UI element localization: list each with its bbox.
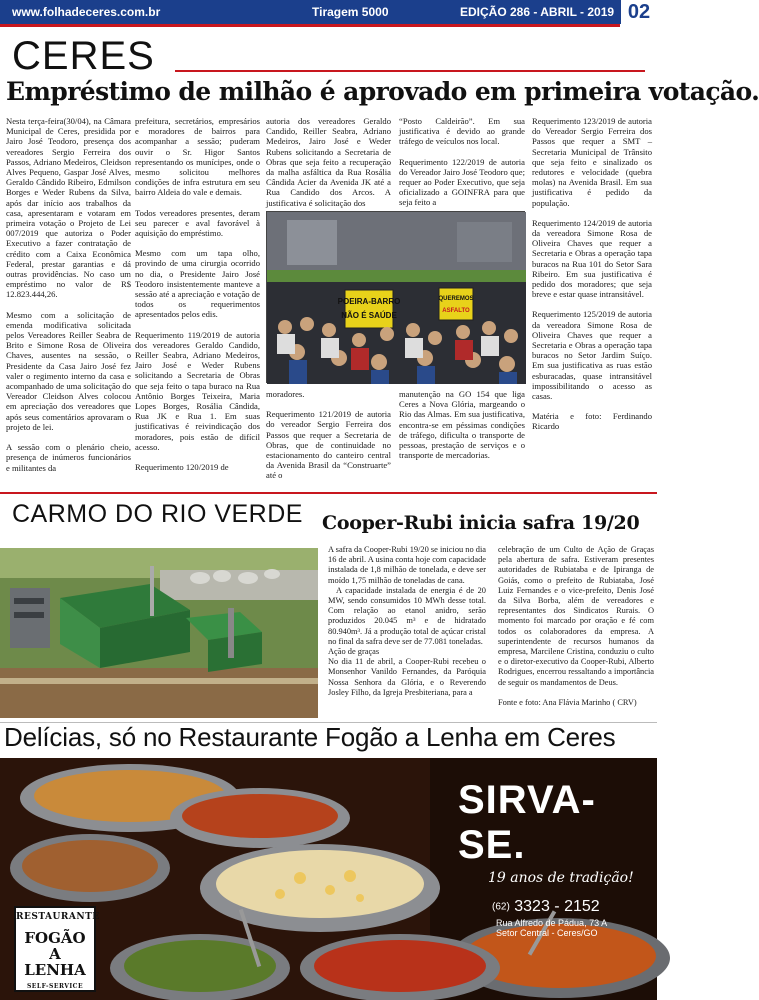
banner-text: POEIRA-BARRO	[337, 297, 401, 306]
edition-info: EDIÇÃO 286 - ABRIL - 2019	[460, 5, 615, 19]
paragraph: A capacidade instalada de energia é de 20 MW, sendo consumidos 10 MWh desse total. Com relação ao etanol anidro, serão produzidos 20.045 m³ e de hidratado 80.940m³. Já a produção total de açúcar cristal no final da safra deve ser de 77.081 toneladas.	[328, 585, 486, 646]
paragraph: Requerimento 122/2019 de autoria do Vereador Jairo José Teodoro que; requer ao Poder Executivo, que seja oficializado a GOINFRA para que seja feito a	[399, 156, 525, 208]
banner-text: ASFALTO	[442, 308, 470, 314]
paragraph: Requerimento 124/2019 de autoria da vereadora Simone Rosa de Oliveira Chaves que requer a Secretaria e Obras a operação tapa buracos na Rua 101 do Setor Sara Ribeiro. Em sua justificativa é pedido dos moradores; que seja breve e estar quase intransitável.	[532, 217, 652, 300]
paragraph: Requerimento 119/2019 de autoria dos vereadores Geraldo Candido, Reiller Seabra, Adriano Medeiros, Jairo José e Weder Rubens solicitando a Secretaria de Obras que seja feito o tapa buraco na Rua Antônio Borges Teixeira, Maria Lopes Borges, Rosália Cândida, Rua JK e Rua 1. Em suas justificativas é reivindicação dos moradores, pois estão de difícil acesso.	[135, 329, 260, 452]
ad-address-line: Setor Central - Ceres/GO	[496, 928, 598, 938]
council-session-photo	[266, 211, 525, 383]
paragraph: Requerimento 121/2019 de autoria do vereador Sergio Ferreira dos Passos que requer a Secretaria de Obras, que de continuidade no estacionamento do canteiro central da Avenida Brasil da “Construarte” até o	[266, 409, 391, 481]
byline: Fonte e foto: Ana Flávia Marinho ( CRV)	[498, 697, 637, 707]
restaurant-ad[interactable]	[0, 758, 657, 1000]
ad-tradition: 19 anos de tradição!	[488, 870, 634, 886]
subheading: Ação de graças	[328, 647, 380, 657]
ad-slogan: SIRVA-SE.	[458, 778, 596, 867]
section-rule	[175, 70, 645, 72]
paragraph: moradores.	[266, 389, 305, 399]
ad-text-block	[458, 778, 657, 938]
article-column-4-bottom	[399, 389, 525, 460]
page-number: 02	[621, 0, 657, 24]
protest-banner	[438, 288, 473, 320]
sugar-mill-aerial-photo	[0, 548, 318, 718]
restaurant-logo	[14, 906, 100, 992]
protest-banner	[338, 290, 401, 328]
cooper-column-2	[498, 545, 654, 708]
logo-top-text: RESTAURANTE	[16, 912, 100, 922]
cooper-headline: Cooper-Rubi inicia safra 19/20	[322, 512, 640, 534]
logo-name-1: FOGÃO A	[24, 929, 86, 963]
site-url[interactable]: www.folhadeceres.com.br	[12, 5, 161, 19]
section-title-ceres: CERES	[12, 34, 155, 78]
paragraph: A safra da Cooper-Rubi 19/20 se iniciou no dia 16 de abril. A usina conta hoje com capacidade instalada de 1,8 milhão de tonelada, e deve ser moído 1,75 milhão de toneladas de cana.	[328, 545, 486, 585]
section-title-carmo: CARMO DO RIO VERDE	[12, 500, 303, 528]
header-bar	[0, 0, 657, 24]
article-column-4-top	[399, 116, 525, 208]
paragraph: Requerimento 125/2019 de autoria da vereadora Simone Rosa de Oliveira Chaves que requer a Secretaria e Obras a operação tapa buracos no Setor Jardim Suíço. Em sua justificativa as ruas estão esburacadas, quase intransitável impossibilitando o acesso as casas.	[532, 309, 652, 402]
ad-phone-number: 3323 - 2152	[514, 898, 600, 915]
ad-address-line: Rua Alfredo de Pádua, 73 A	[496, 918, 608, 928]
paragraph: Nesta terça-feira(30/04), na Câmara Municipal de Ceres, presidida por Jairo José Teodoro, presença dos vereadores Sergio Ferreira dos Passos, Adriano Medeiros, Cleidson Alves Pequeno, Gaspar José Alves, Geraldo Cândido Ribeiro, Edmilson Borges e Weder Rubens da Silva, após dar início aos trabalhos da casa, apresentaram e votaram em primeira votação o Projeto de Lei 007/2019 que autoriza o Poder Executivo a fazer contratação de crédito com a Caixa Econômica Federal, prestar garantias e dá outras providências. No caso um empréstimo no valor de R$ 12.823.444,26.	[6, 116, 131, 300]
cooper-column-1	[328, 545, 486, 698]
ad-phone-ddd: (62)	[492, 901, 510, 913]
paragraph: Mesmo com a solicitação de emenda modificativa solicitada pelos Vereadores Reiller Seabra de Brito e Simone Rosa de Oliveira Chaves, ausentes na sessão, o Presidente da Casa Jairo José fez valer o regimento interno da casa e acompanhado de uma solicitação do Vereador Cleidson Alves colocou em apreciação dos vereadores que após seus comentários aprovaram o projeto de lei.	[6, 309, 131, 432]
ad-headline: Delícias, só no Restaurante Fogão a Lenha em Ceres	[4, 722, 616, 752]
article-column-5	[532, 116, 652, 432]
banner-text: QUEREMOS	[438, 296, 474, 302]
byline: Matéria e foto: Ferdinando Ricardo	[532, 411, 652, 432]
circulation: Tiragem 5000	[312, 5, 389, 19]
paragraph: manutenção na GO 154 que liga Ceres a Nova Glória, margeando o Rio das Almas. Em sua justificativa, encontra-se em péssimas condições de tráfego, dificulta o transporte de pessoas, prestação de serviços e o transporte de mercadorias.	[399, 389, 525, 461]
paragraph: Requerimento 120/2019 de	[135, 462, 229, 473]
paragraph: No dia 11 de abril, a Cooper-Rubi recebeu o Monsenhor Vanildo Fernandes, da Paróquia Nossa Senhora da Glória, e o Reverendo Josley Filho, da Igreja Presbiteriana, para a	[328, 657, 486, 697]
paragraph: A sessão com o plenário cheio, presença de inúmeros funcionários e militantes da	[6, 442, 131, 473]
main-headline: Empréstimo de milhão é aprovado em primeira votação.	[6, 77, 759, 106]
photo-illustration	[267, 212, 526, 384]
paragraph: autoria dos vereadores Geraldo Candido, Reiller Seabra, Adriano Medeiros, Jairo José e Weder Rubens solicitando a Secretaria de Obras que seja feito a recuperação da malha asfáltica da Rua Rosália Cândida Acier da Avenida JK até a Rua Candido dos Arcos. A justificativa é solicitação dos	[266, 116, 391, 208]
article-column-3-top	[266, 116, 391, 208]
article-column-3-bottom	[266, 389, 391, 481]
paragraph: prefeitura, secretários, empresários e moradores de bairros para acompanhar a sessão; puderam ouvir o Sr. Higor Santos representando os munícipes, onde o mesmo solicitou melhores condições de infra estrutura em seu bairro Aldeia do vale e demais.	[135, 116, 260, 198]
article-column-1	[6, 116, 131, 473]
ad-phone[interactable]	[492, 898, 657, 916]
paragraph: Requerimento 123/2019 de autoria do Vereador Sergio Ferreira dos Passos que requer a SMT – Secretaria Municipal de Trânsito que seja feito e sinalizado os redutores e velocidade (quebra molas) na Avenida Brasil. Em sua justificativa é pedido da população.	[532, 116, 652, 208]
photo-illustration	[0, 548, 318, 718]
header-divider	[0, 24, 620, 27]
logo-name-2: LENHA	[24, 961, 86, 979]
logo-bottom-text: SELF-SERVICE	[26, 983, 84, 990]
banner-text: NÃO É SAÚDE	[341, 311, 397, 320]
article-column-2	[135, 116, 260, 472]
paragraph: Mesmo com um tapa olho, provindo de uma cirurgia ocorrido no dia, o Presidente Jairo José Teodoro insistentemente manteve a sessão até a apreciação e votação de todos os requerimentos apresentados pelos edis.	[135, 248, 260, 320]
paragraph: Todos vereadores presentes, deram seu parecer e aval favorável à aquisição do empréstimo.	[135, 207, 260, 239]
paragraph: “Posto Caldeirão”. Em sua justificativa é devido ao grande tráfego de veículos nos local.	[399, 116, 525, 147]
paragraph: celebração de um Culto de Ação de Graças pela abertura de safra. Estiveram presentes autoridades de Rubiataba e de Ipiranga de Goiás, como o prefeito de Rubiataba, José Luiz Fernandes e o vice-prefeito, Denis José da Silva Borba, além de vereadores e representantes dos Sindicatos Rurais. O momento foi marcado por oração e fé com todos os colaboradores da empresa. A superintendente de recursos humanos da empresa, Marcilene Cristina, conduziu o culto e o diretor-executivo da Cooper-Rubi, Alberto Rodrigues, encerrou ressaltando a importância de seguir os mandamentos de Deus.	[498, 545, 654, 687]
section-divider	[0, 492, 657, 494]
